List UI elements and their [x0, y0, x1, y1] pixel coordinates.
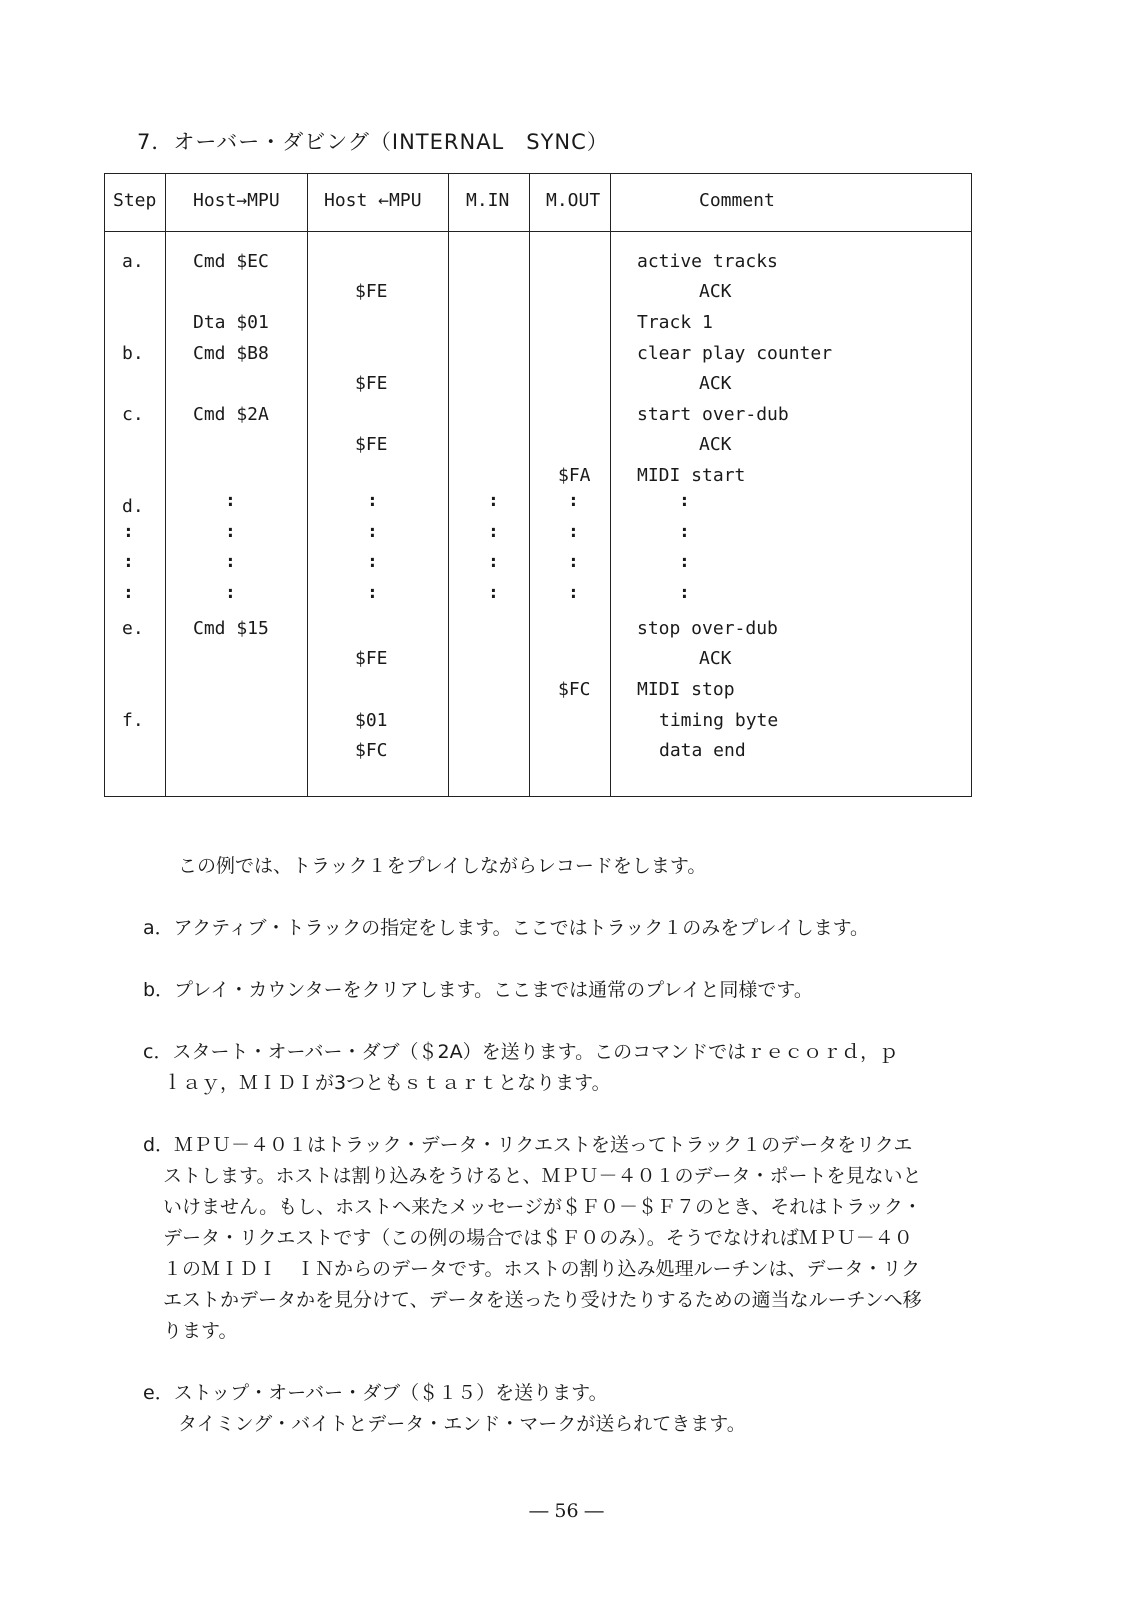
header-midi-out: M.OUT — [546, 190, 601, 211]
comment-cell: timing byte — [659, 710, 779, 731]
host-to-mpu-cell: Cmd $2A — [193, 404, 269, 425]
page-number: ― 56 ― — [529, 1500, 604, 1522]
paragraph-d-line: １のＭＩＤＩ ＩＮからのデータです。ホストの割り込み処理ルーチンは、データ・リク — [163, 1258, 921, 1280]
mpu-to-host-cell: $FC — [355, 740, 388, 761]
paragraph-d-line: いけません。もし、ホストへ来たメッセージが＄Ｆ０－＄Ｆ７のとき、それはトラック・ — [163, 1196, 922, 1218]
continuation-mark: : — [225, 551, 236, 572]
mpu-to-host-cell: $FE — [355, 434, 388, 455]
column-divider — [610, 174, 611, 796]
continuation-mark: : — [225, 521, 236, 542]
continuation-mark: : — [225, 582, 236, 603]
continuation-mark: : — [123, 582, 134, 603]
comment-cell: MIDI start — [637, 465, 746, 486]
paragraph-c-line: c．スタート・オーバー・ダブ（＄2A）を送ります。このコマンドではｒｅｃｏｒｄ，ｐ — [143, 1041, 899, 1063]
continuation-mark: : — [367, 551, 378, 572]
midi-out-cell: $FC — [558, 679, 591, 700]
step-label: d. — [122, 496, 144, 517]
continuation-mark: : — [679, 582, 690, 603]
continuation-mark: : — [679, 551, 690, 572]
comment-cell: ACK — [699, 434, 732, 455]
paragraph-d-line: d．ＭＰＵ－４０１はトラック・データ・リクエストを送ってトラック１のデータをリクエ — [143, 1134, 913, 1156]
paragraph-b: b．プレイ・カウンターをクリアします。ここまでは通常のプレイと同様です。 — [143, 979, 813, 1001]
continuation-mark: : — [488, 582, 499, 603]
midi-out-cell: $FA — [558, 465, 591, 486]
column-divider — [165, 174, 166, 796]
comment-cell: stop over-dub — [637, 618, 778, 639]
continuation-mark: : — [568, 551, 579, 572]
continuation-mark: : — [123, 551, 134, 572]
continuation-mark: : — [225, 490, 236, 511]
paragraph-e-line: タイミング・バイトとデータ・エンド・マークが送られてきます。 — [178, 1413, 746, 1435]
continuation-mark: : — [488, 490, 499, 511]
continuation-mark: : — [568, 490, 579, 511]
section-title: 7．オーバー・ダビング（INTERNAL SYNC） — [137, 130, 609, 154]
comment-cell: MIDI stop — [637, 679, 735, 700]
header-step: Step — [113, 190, 157, 211]
continuation-mark: : — [488, 521, 499, 542]
paragraph-c-line: ｌａｙ，ＭＩＤＩが3つともｓｔａｒｔとなります。 — [163, 1072, 611, 1094]
continuation-mark: : — [488, 551, 499, 572]
column-divider — [529, 174, 530, 796]
continuation-mark: : — [679, 490, 690, 511]
paragraph-d-line: ります。 — [163, 1320, 238, 1342]
column-divider — [448, 174, 449, 796]
step-label: c. — [122, 404, 144, 425]
midi-sequence-table — [104, 173, 972, 797]
mpu-to-host-cell: $01 — [355, 710, 388, 731]
mpu-to-host-cell: $FE — [355, 373, 388, 394]
comment-cell: Track 1 — [637, 312, 713, 333]
paragraph-a: a．アクティブ・トラックの指定をします。ここではトラック１のみをプレイします。 — [143, 917, 870, 939]
column-divider — [307, 174, 308, 796]
continuation-mark: : — [367, 490, 378, 511]
paragraph-d-line: エストかデータかを見分けて、データを送ったり受けたりするための適当なルーチンへ移 — [163, 1289, 922, 1311]
paragraph-d-line: ストします。ホストは割り込みをうけると、ＭＰＵ－４０１のデータ・ポートを見ないと — [163, 1165, 922, 1187]
host-to-mpu-cell: Cmd $B8 — [193, 343, 269, 364]
step-label: a. — [122, 251, 144, 272]
paragraph-e — [143, 1378, 993, 1440]
continuation-mark: : — [123, 521, 134, 542]
header-divider — [105, 231, 971, 232]
host-to-mpu-cell: Cmd $15 — [193, 618, 269, 639]
continuation-mark: : — [679, 521, 690, 542]
step-label: e. — [122, 618, 144, 639]
step-label: b. — [122, 343, 144, 364]
paragraph-d — [143, 1130, 993, 1347]
comment-cell: ACK — [699, 373, 732, 394]
comment-cell: active tracks — [637, 251, 778, 272]
intro-paragraph: この例では、トラック１をプレイしながらレコードをします。 — [178, 855, 707, 877]
paragraph-c — [143, 1037, 993, 1099]
host-to-mpu-cell: Dta $01 — [193, 312, 269, 333]
comment-cell: clear play counter — [637, 343, 833, 364]
header-mpu-to-host: Host ←MPU — [324, 190, 422, 211]
comment-cell: data end — [659, 740, 746, 761]
comment-cell: ACK — [699, 281, 732, 302]
header-comment: Comment — [699, 190, 775, 211]
continuation-mark: : — [367, 582, 378, 603]
paragraph-e-line: e．ストップ・オーバー・ダブ（＄１５）を送ります。 — [143, 1382, 608, 1404]
continuation-mark: : — [568, 582, 579, 603]
header-host-to-mpu: Host→MPU — [193, 190, 280, 211]
mpu-to-host-cell: $FE — [355, 648, 388, 669]
mpu-to-host-cell: $FE — [355, 281, 388, 302]
continuation-mark: : — [367, 521, 378, 542]
header-midi-in: M.IN — [466, 190, 510, 211]
paragraph-d-line: データ・リクエストです（この例の場合では＄Ｆ０のみ）。そうでなければＭＰＵ－４０ — [163, 1227, 913, 1249]
step-label: f. — [122, 710, 144, 731]
comment-cell: ACK — [699, 648, 732, 669]
continuation-mark: : — [568, 521, 579, 542]
comment-cell: start over-dub — [637, 404, 789, 425]
host-to-mpu-cell: Cmd $EC — [193, 251, 269, 272]
